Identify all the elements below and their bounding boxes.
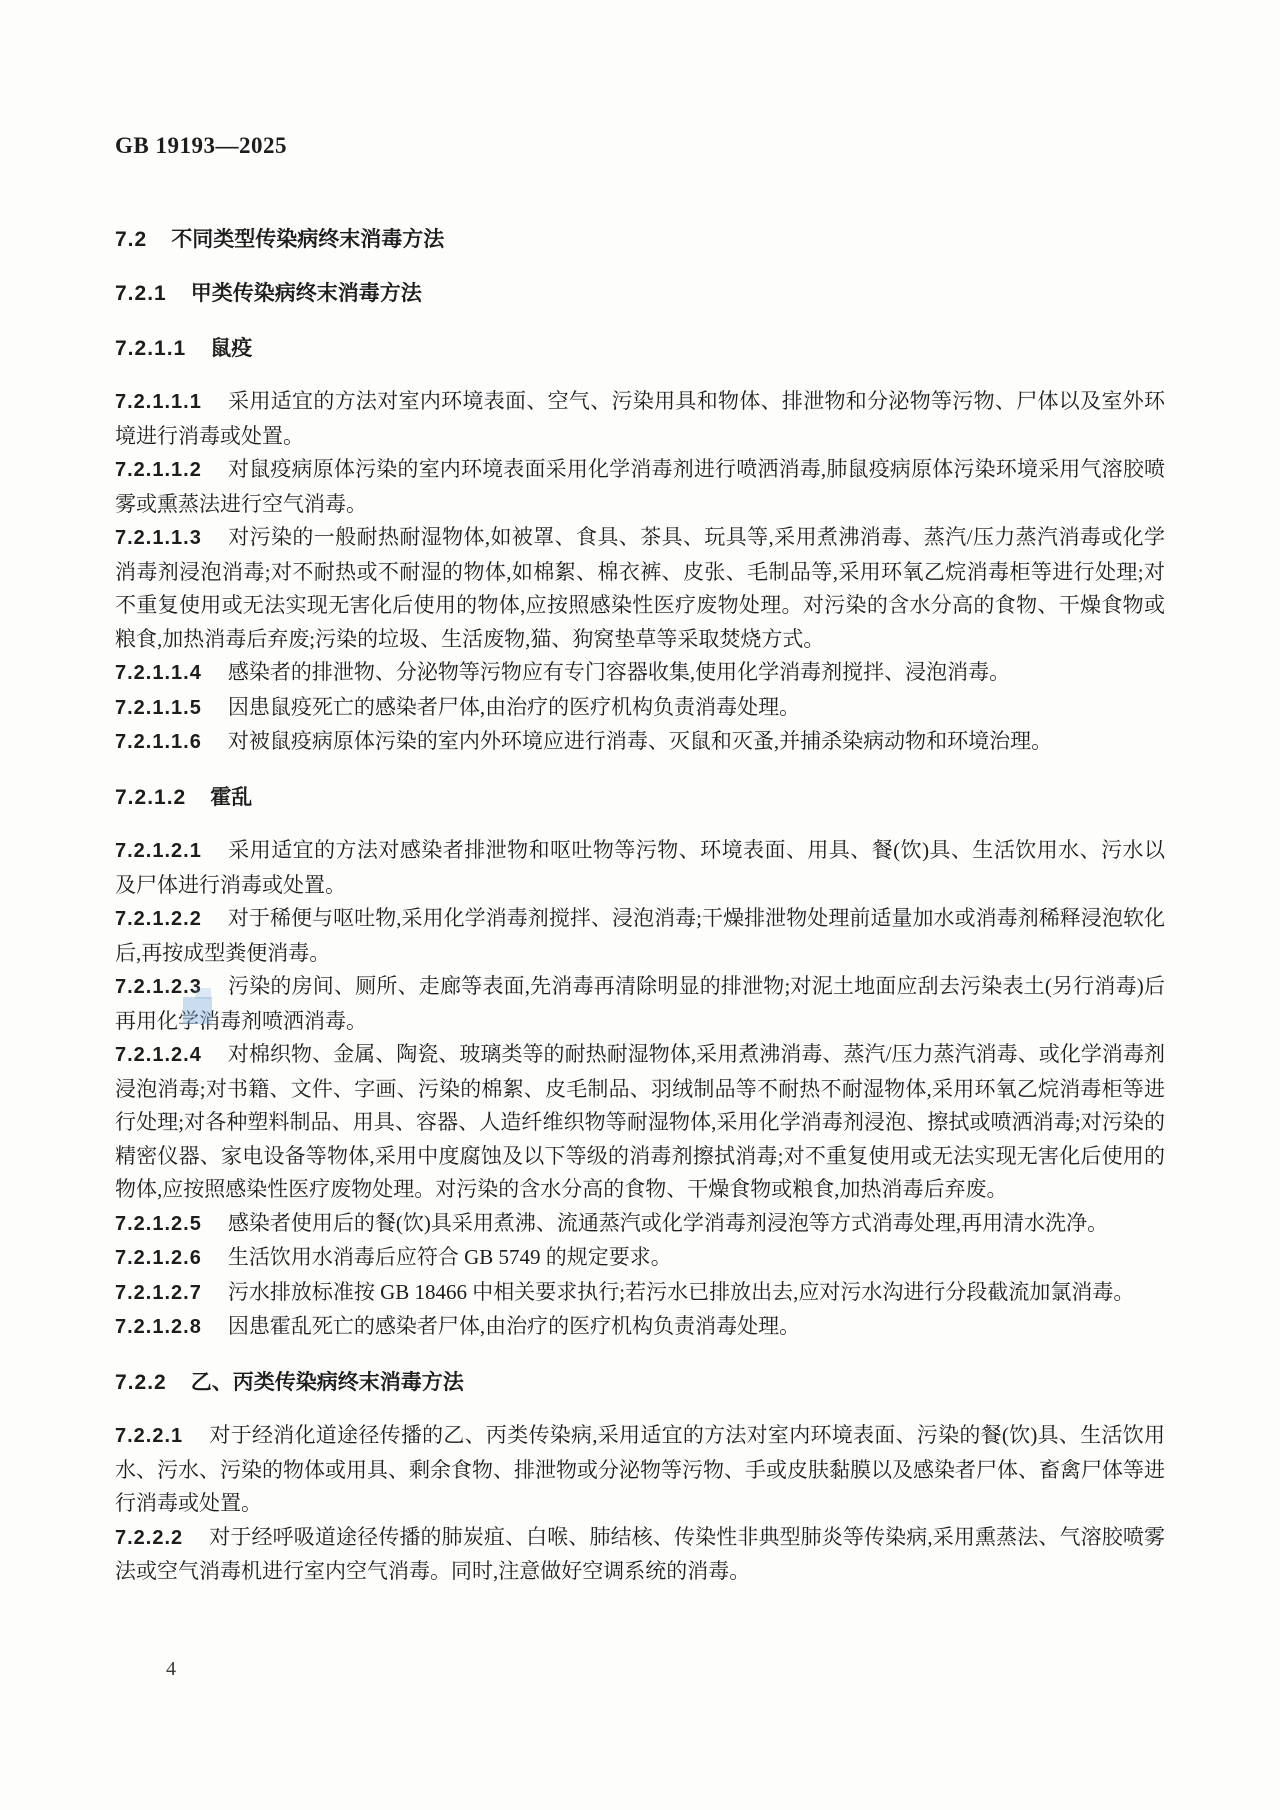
clause-number: 7.2.2.1 [115, 1425, 184, 1448]
clause-7-2-1-1-3 [115, 521, 1165, 656]
section-heading-7-2-1-2 [115, 781, 1165, 815]
heading-title: 不同类型传染病终末消毒方法 [171, 227, 445, 251]
clause-text: 对被鼠疫病原体污染的室内外环境应进行消毒、灭鼠和灭蚤,并捕杀染病动物和环境治理。 [227, 729, 1053, 754]
clause-number: 7.2.1.2.7 [115, 1281, 202, 1304]
clause-text: 因患鼠疫死亡的感染者尸体,由治疗的医疗机构负责消毒处理。 [227, 694, 801, 719]
clause-number: 7.2.1.2.6 [115, 1247, 202, 1270]
clause-text: 污水排放标准按 GB 18466 中相关要求执行;若污水已排放出去,应对污水沟进行分段截流加氯消毒。 [227, 1279, 1135, 1304]
clause-7-2-2-2 [115, 1521, 1165, 1589]
heading-title: 甲类传染病终末消毒方法 [190, 282, 422, 306]
clause-text: 感染者的排泄物、分泌物等污物应有专门容器收集,使用化学消毒剂搅拌、浸泡消毒。 [227, 660, 1011, 685]
clause-7-2-1-1-5 [115, 691, 1165, 726]
clause-7-2-1-1-4 [115, 656, 1165, 691]
clause-number: 7.2.2.2 [115, 1526, 184, 1549]
clause-text: 采用适宜的方法对感染者排泄物和呕吐物等污物、环境表面、用具、餐(饮)具、生活饮用水、污水以及尸体进行消毒或处置。 [115, 838, 1165, 897]
clause-number: 7.2.1.2.3 [115, 976, 202, 999]
section-heading-7-2-1 [115, 277, 1165, 311]
heading-title: 乙、丙类传染病终末消毒方法 [190, 1370, 464, 1394]
section-heading-7-2 [115, 223, 1165, 257]
section-heading-7-2-1-1 [115, 332, 1165, 366]
clause-7-2-1-1-1 [115, 385, 1165, 453]
clause-7-2-1-1-6 [115, 725, 1165, 760]
clause-number: 7.2.1.1.6 [115, 731, 202, 754]
heading-number: 7.2.1.1 [115, 336, 187, 360]
clause-number: 7.2.1.2.4 [115, 1044, 202, 1067]
clause-7-2-1-2-6 [115, 1241, 1165, 1276]
heading-number: 7.2.1.2 [115, 785, 187, 809]
clause-7-2-2-1 [115, 1419, 1165, 1521]
clause-text: 对于稀便与呕吐物,采用化学消毒剂搅拌、浸泡消毒;干燥排泄物处理前适量加水或消毒剂稀释浸泡软化后,再按成型粪便消毒。 [115, 906, 1165, 965]
clause-text: 污染的房间、厕所、走廊等表面,先消毒再清除明显的排泄物;对泥土地面应刮去污染表土(另行消毒)后再用化学消毒剂喷洒消毒。 [115, 974, 1165, 1033]
clause-number: 7.2.1.1.4 [115, 662, 202, 685]
heading-number: 7.2.1 [115, 282, 167, 306]
page-number: 4 [166, 1658, 176, 1680]
section-heading-7-2-2 [115, 1366, 1165, 1400]
clause-7-2-1-2-8 [115, 1310, 1165, 1345]
clause-7-2-1-2-5 [115, 1207, 1165, 1242]
clause-number: 7.2.1.2.8 [115, 1316, 202, 1339]
clause-text: 对棉织物、金属、陶瓷、玻璃类等的耐热耐湿物体,采用煮沸消毒、蒸汽/压力蒸汽消毒、或化学消毒剂浸泡消毒;对书籍、文件、字画、污染的棉絮、皮毛制品、羽绒制品等不耐热不耐湿物体,采用环氧乙烷消毒柜等进行处理;对各种塑料制品、用具、容器、人造纤维织物等耐湿物体,采用化学消毒剂浸泡、擦拭或喷洒消毒;对污染的精密仪器、家电设备等物体,采用中度腐蚀及以下等级的消毒剂擦拭消毒;对不重复使用或无法实现无害化后使用的物体,应按照感染性医疗废物处理。对污染的含水分高的食物、干燥食物或粮食,加热消毒后弃废。 [115, 1042, 1165, 1202]
clause-text: 对污染的一般耐热耐湿物体,如被罩、食具、茶具、玩具等,采用煮沸消毒、蒸汽/压力蒸汽消毒或化学消毒剂浸泡消毒;对不耐热或不耐湿的物体,如棉絮、棉衣裤、皮张、毛制品等,采用环氧乙烷消毒柜等进行处理;对不重复使用或无法实现无害化后使用的物体,应按照感染性医疗废物处理。对污染的含水分高的食物、干燥食物或粮食,加热消毒后弃废;污染的垃圾、生活废物,猫、狗窝垫草等采取焚烧方式。 [115, 525, 1165, 651]
clause-7-2-1-2-7 [115, 1276, 1165, 1311]
clause-number: 7.2.1.2.5 [115, 1212, 202, 1235]
clause-text: 对于经消化道途径传播的乙、丙类传染病,采用适宜的方法对室内环境表面、污染的餐(饮)具、生活饮用水、污水、污染的物体或用具、剩余食物、排泄物或分泌物等污物、手或皮肤黏膜以及感染者尸体、畜禽尸体等进行消毒或处置。 [115, 1423, 1165, 1516]
clause-text: 采用适宜的方法对室内环境表面、空气、污染用具和物体、排泄物和分泌物等污物、尸体以及室外环境进行消毒或处置。 [115, 389, 1165, 448]
heading-title: 鼠疫 [210, 336, 253, 360]
heading-title: 霍乱 [210, 785, 253, 809]
clause-7-2-1-2-1 [115, 834, 1165, 902]
clause-number: 7.2.1.1.1 [115, 391, 202, 414]
standard-number-header: GB 19193—2025 [115, 133, 287, 158]
clause-text: 对于经呼吸道途径传播的肺炭疽、白喉、肺结核、传染性非典型肺炎等传染病,采用熏蒸法、气溶胶喷雾法或空气消毒机进行室内空气消毒。同时,注意做好空调系统的消毒。 [115, 1524, 1165, 1584]
clause-number: 7.2.1.1.2 [115, 459, 202, 482]
clause-number: 7.2.1.1.5 [115, 696, 202, 719]
clause-number: 7.2.1.2.1 [115, 840, 202, 863]
heading-number: 7.2 [115, 227, 148, 251]
clause-text: 感染者使用后的餐(饮)具采用煮沸、流通蒸汽或化学消毒剂浸泡等方式消毒处理,再用清水洗净。 [227, 1210, 1109, 1235]
clause-text: 对鼠疫病原体污染的室内环境表面采用化学消毒剂进行喷洒消毒,肺鼠疫病原体污染环境采用气溶胶喷雾或熏蒸法进行空气消毒。 [115, 457, 1165, 516]
clause-text: 生活饮用水消毒后应符合 GB 5749 的规定要求。 [227, 1245, 672, 1270]
clause-7-2-1-2-2 [115, 902, 1165, 970]
heading-number: 7.2.2 [115, 1370, 167, 1394]
clause-7-2-1-2-4 [115, 1038, 1165, 1207]
clause-7-2-1-2-3 [115, 970, 1165, 1038]
clause-text: 因患霍乱死亡的感染者尸体,由治疗的医疗机构负责消毒处理。 [227, 1314, 801, 1339]
clause-number: 7.2.1.1.3 [115, 527, 202, 550]
clause-7-2-1-1-2 [115, 453, 1165, 521]
clause-number: 7.2.1.2.2 [115, 908, 202, 931]
